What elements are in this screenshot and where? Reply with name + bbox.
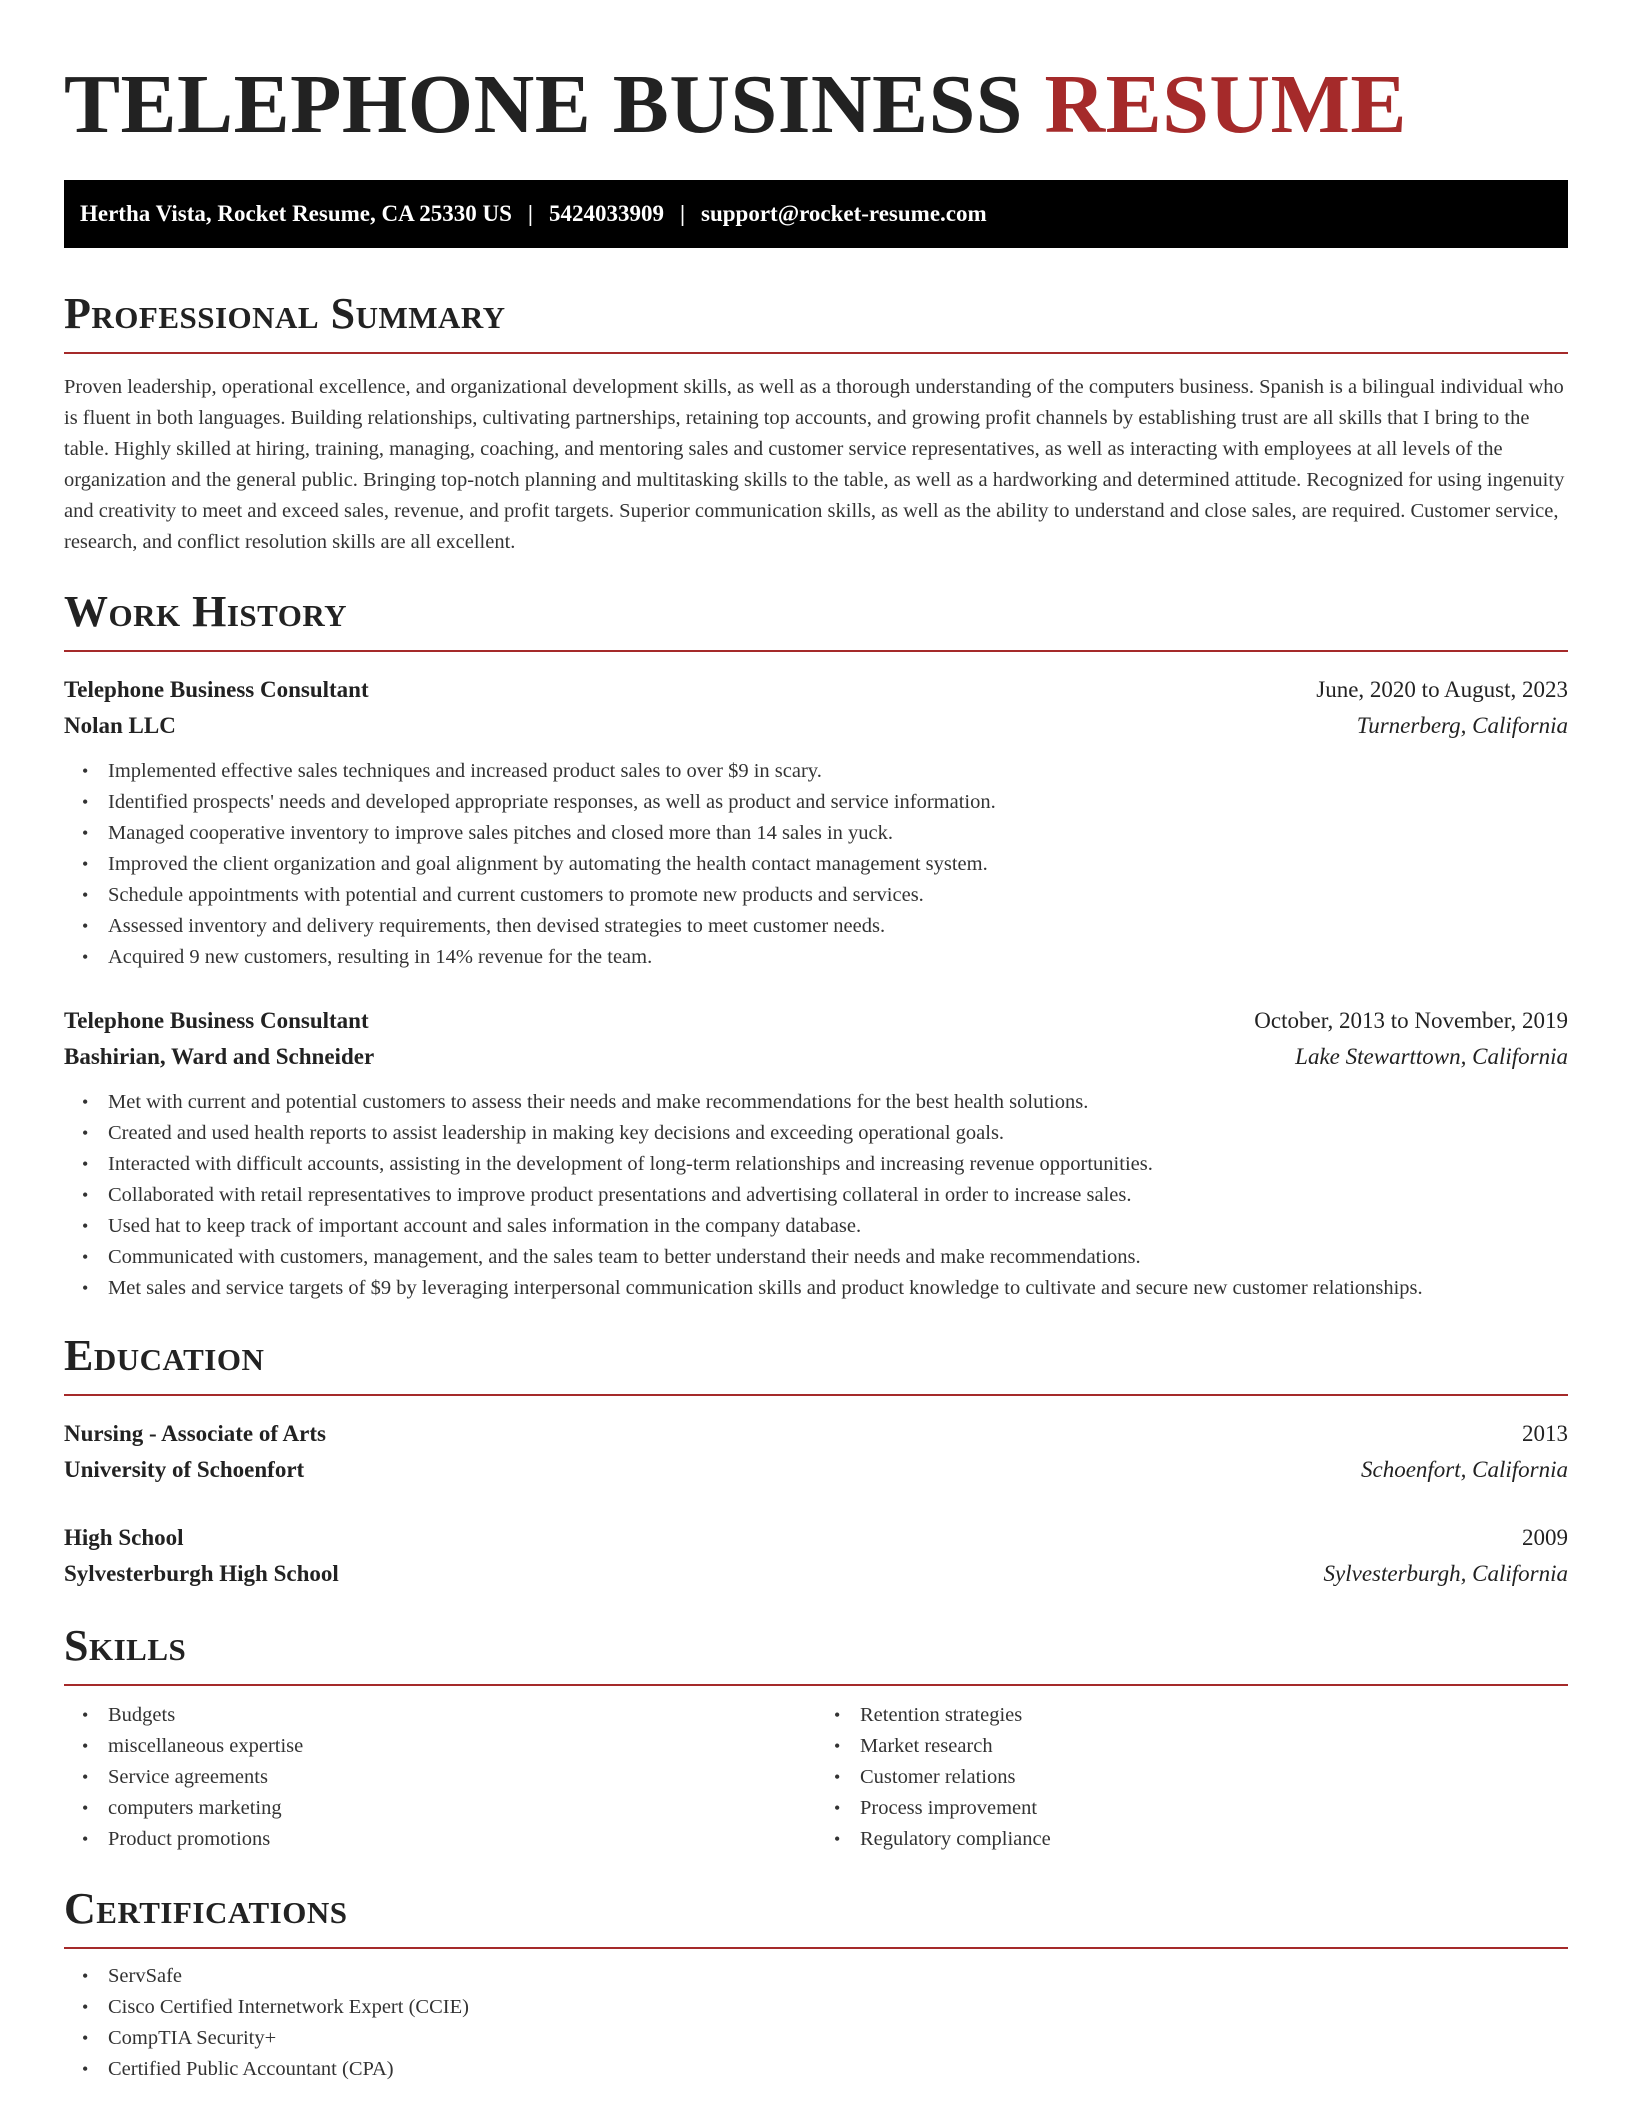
- education-school: Sylvesterburgh High School: [64, 1561, 339, 1586]
- job-bullets: [64, 1087, 1568, 1304]
- job-company-row: [64, 1039, 1568, 1075]
- education-location: Schoenfort, California: [1361, 1457, 1568, 1482]
- job-entry: [64, 672, 1568, 973]
- list-item: • Interacted with difficult accounts, assisting in the development of long-term relationships and increasing revenue opportunities.: [108, 1149, 1568, 1180]
- list-item: • Identified prospects' needs and developed appropriate responses, as well as product and service information.: [108, 787, 1568, 818]
- job-dates: October, 2013 to November, 2019: [1254, 1008, 1568, 1033]
- list-item: • Retention strategies: [860, 1700, 1568, 1731]
- job-dates: June, 2020 to August, 2023: [1316, 677, 1568, 702]
- education-year: 2009: [1522, 1525, 1568, 1550]
- education-school: University of Schoenfort: [64, 1457, 305, 1482]
- education-location: Sylvesterburgh, California: [1323, 1561, 1568, 1586]
- job-bullets: [64, 756, 1568, 973]
- list-item: • Service agreements: [108, 1762, 816, 1793]
- job-entry: [64, 1003, 1568, 1304]
- list-item: • Schedule appointments with potential and current customers to promote new products and services.: [108, 880, 1568, 911]
- title-main: TELEPHONE BUSINESS: [64, 58, 1024, 151]
- education-heading: Education: [64, 1331, 265, 1380]
- section-divider: [64, 352, 1568, 354]
- section-divider: [64, 1394, 1568, 1396]
- certifications-heading: Certifications: [64, 1884, 348, 1933]
- list-item: • Market research: [860, 1731, 1568, 1762]
- list-item: • Cisco Certified Internetwork Expert (CCIE): [108, 1992, 1568, 2023]
- certifications-list: [64, 1961, 1568, 2085]
- education-year: 2013: [1522, 1421, 1568, 1446]
- list-item: • Certified Public Accountant (CPA): [108, 2054, 1568, 2085]
- summary-heading: Professional Summary: [64, 289, 506, 338]
- list-item: • Process improvement: [860, 1793, 1568, 1824]
- list-item: • Created and used health reports to assist leadership in making key decisions and exceeding operational goals.: [108, 1118, 1568, 1149]
- job-company: Bashirian, Ward and Schneider: [64, 1044, 375, 1069]
- education-entry: [64, 1416, 1568, 1488]
- list-item: • Implemented effective sales techniques and increased product sales to over $9 in scary.: [108, 756, 1568, 787]
- list-item: • ServSafe: [108, 1961, 1568, 1992]
- contact-separator: |: [679, 201, 686, 226]
- education-degree-row: [64, 1520, 1568, 1556]
- section-divider: [64, 1947, 1568, 1949]
- skills-heading: Skills: [64, 1621, 187, 1670]
- list-item: • Improved the client organization and goal alignment by automating the health contact management system.: [108, 849, 1568, 880]
- work-heading: Work History: [64, 587, 348, 636]
- contact-email: support@rocket-resume.com: [701, 201, 987, 226]
- list-item: • Customer relations: [860, 1762, 1568, 1793]
- list-item: • CompTIA Security+: [108, 2023, 1568, 2054]
- education-school-row: [64, 1452, 1568, 1488]
- list-item: • Used hat to keep track of important account and sales information in the company database.: [108, 1211, 1568, 1242]
- section-divider: [64, 650, 1568, 652]
- education-degree: High School: [64, 1525, 184, 1550]
- summary-text: Proven leadership, operational excellence, and organizational development skills, as well as a thorough understanding of the computers business. Spanish is a bilingual individual who is fluent in both languages. Building relationships, cultivating partnerships, retaining top accounts, and growing profit channels by establishing trust are all skills that I bring to the table. Highly skilled at hiring, training, managing, coaching, and mentoring sales and customer service representatives, as well as interacting with employees at all levels of the organization and the general public. Bringing top-notch planning and multitasking skills to the table, as well as a hardworking and determined attitude. Recognized for using ingenuity and creativity to meet and exceed sales, revenue, and profit targets. Superior communication skills, as well as the ability to understand and close sales, are required. Customer service, research, and conflict resolution skills are all excellent.: [64, 376, 1565, 553]
- job-location: Lake Stewarttown, California: [1295, 1044, 1568, 1069]
- job-location: Turnerberg, California: [1356, 713, 1568, 738]
- list-item: • Communicated with customers, management, and the sales team to better understand their needs and make recommendations.: [108, 1242, 1568, 1273]
- section-divider: [64, 1684, 1568, 1686]
- job-header-row: [64, 1003, 1568, 1039]
- job-title: Telephone Business Consultant: [64, 677, 369, 702]
- job-company-row: [64, 708, 1568, 744]
- job-header-row: [64, 672, 1568, 708]
- list-item: • miscellaneous expertise: [108, 1731, 816, 1762]
- list-item: • computers marketing: [108, 1793, 816, 1824]
- job-company: Nolan LLC: [64, 713, 176, 738]
- title-accent: RESUME: [1044, 58, 1407, 151]
- skills-list-left: [64, 1700, 816, 1855]
- list-item: • Acquired 9 new customers, resulting in 14% revenue for the team.: [108, 942, 1568, 973]
- skills-grid: [64, 1700, 1568, 1855]
- education-entry: [64, 1520, 1568, 1592]
- contact-separator: |: [527, 201, 533, 226]
- contact-address: Hertha Vista, Rocket Resume, CA 25330 US: [80, 201, 512, 226]
- list-item: • Met sales and service targets of $9 by leveraging interpersonal communication skills and product knowledge to cultivate and secure new customer relationships.: [108, 1273, 1568, 1304]
- list-item: • Met with current and potential customers to assess their needs and make recommendations for the best health solutions.: [108, 1087, 1568, 1118]
- contact-bar: [64, 180, 1568, 248]
- education-degree-row: [64, 1416, 1568, 1452]
- list-item: • Product promotions: [108, 1824, 816, 1855]
- job-title: Telephone Business Consultant: [64, 1008, 369, 1033]
- education-school-row: [64, 1556, 1568, 1592]
- list-item: • Assessed inventory and delivery requirements, then devised strategies to meet customer needs.: [108, 911, 1568, 942]
- list-item: • Collaborated with retail representatives to improve product presentations and advertising collateral in order to increase sales.: [108, 1180, 1568, 1211]
- skills-list-right: [816, 1700, 1568, 1855]
- list-item: • Budgets: [108, 1700, 816, 1731]
- list-item: • Managed cooperative inventory to improve sales pitches and closed more than 14 sales in yuck.: [108, 818, 1568, 849]
- resume-title: [64, 0, 1568, 152]
- list-item: • Regulatory compliance: [860, 1824, 1568, 1855]
- contact-phone: 5424033909: [548, 201, 664, 226]
- education-degree: Nursing - Associate of Arts: [64, 1421, 326, 1446]
